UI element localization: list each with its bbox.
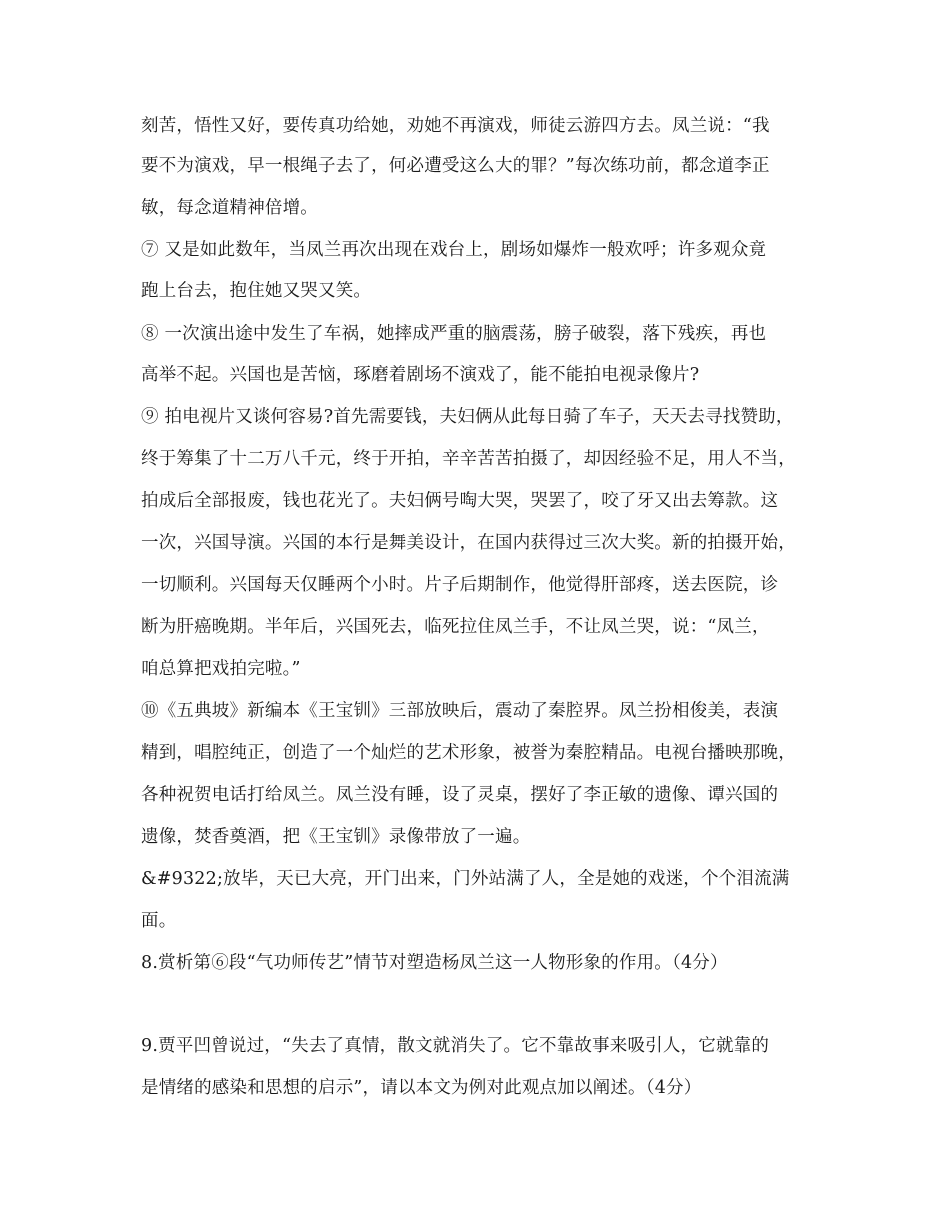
paragraph-10-line: ⑩《五典坡》新编本《王宝钏》三部放映后，震动了秦腔界。凤兰扮相俊美，表演 (141, 701, 779, 721)
text-line: 遗像，焚香奠酒，把《王宝钏》录像带放了一遍。 (141, 827, 531, 847)
text-line: 跑上台去，抱住她又哭又笑。 (141, 281, 372, 301)
text-line: 要不为演戏，早一根绳子去了，何必遭受这么大的罪？”每次练功前，都念道李正 (141, 156, 770, 176)
text-line: 刻苦，悟性又好，要传真功给她，劝她不再演戏，师徒云游四方去。凤兰说：“我 (141, 116, 770, 136)
question-8: 8.赏析第⑥段“气功师传艺”情节对塑造杨凤兰这一人物形象的作用。（4分） (141, 953, 728, 973)
paragraph-8-line: ⑧ 一次演出途中发生了车祸，她摔成严重的脑震荡，膀子破裂，落下残疾，再也 (141, 324, 767, 344)
text-line: 敏，每念道精神倍增。 (141, 198, 318, 218)
text-line: 各种祝贺电话打给凤兰。凤兰没有睡，设了灵桌，摆好了李正敏的遗像、谭兴国的 (141, 785, 779, 805)
question-9-line: 9.贾平凹曾说过，“失去了真情，散文就消失了。它不靠故事来吸引人，它就靠的 (141, 1036, 770, 1056)
text-line: 咱总算把戏拍完啦。” (141, 659, 301, 679)
text-line: 一切顺利。兴国每天仅睡两个小时。片子后期制作，他觉得肝部疼，送去医院，诊 (141, 575, 779, 595)
text-line: 终于筹集了十二万八千元，终于开拍，辛辛苦苦拍摄了，却因经验不足，用人不当， (141, 449, 796, 469)
text-line: 拍成后全部报废，钱也花光了。夫妇俩号啕大哭，哭罢了，咬了牙又出去筹款。这 (141, 491, 779, 511)
text-line: 断为肝癌晚期。半年后，兴国死去，临死拉住凤兰手，不让凤兰哭，说：“凤兰， (141, 617, 770, 637)
paragraph-11-line: &#9322;放毕，天已大亮，开门出来，门外站满了人，全是她的戏迷，个个泪流满 (141, 869, 790, 889)
text-line: 精到，唱腔纯正，创造了一个灿烂的艺术形象，被誉为秦腔精品。电视台播映那晚， (141, 743, 796, 763)
text-line: 面。 (141, 911, 177, 931)
paragraph-9-line: ⑨ 拍电视片又谈何容易?首先需要钱，夫妇俩从此每日骑了车子，天天去寻找赞助， (141, 407, 794, 427)
text-line: 一次，兴国导演。兴国的本行是舞美设计，在国内获得过三次大奖。新的拍摄开始， (141, 533, 796, 553)
text-line: 高举不起。兴国也是苦恼，琢磨着剧场不演戏了，能不能拍电视录像片? (141, 365, 700, 385)
paragraph-7-line: ⑦ 又是如此数年，当凤兰再次出现在戏台上，剧场如爆炸一般欢呼；许多观众竟 (141, 240, 767, 260)
question-9-line: 是情绪的感染和思想的启示”，请以本文为例对此观点加以阐述。（4分） (141, 1078, 702, 1098)
